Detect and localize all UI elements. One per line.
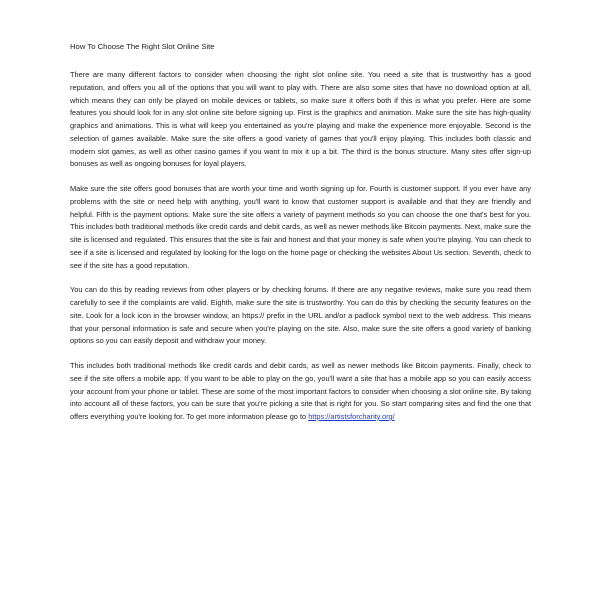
paragraph-4 <box>70 360 531 424</box>
document-title: How To Choose The Right Slot Online Site <box>70 42 215 51</box>
paragraph-3: You can do this by reading reviews from other players or by checking forums. If there are any negative reviews, make sure you read them carefully to see if the complaints are valid. Eighth, make sure the site is trustworthy. You can do this by checking the security features on the site. Look for a lock icon in the browser window, an https:// prefix in the URL and/or a padlock symbol next to the web address. This means that your personal information is safe and secure when you're playing on the site. Also, make sure the site offers a good variety of banking options so you can easily deposit and withdraw your money. <box>70 285 531 346</box>
paragraph-1: There are many different factors to consider when choosing the right slot online site. You need a site that is trustworthy has a good reputation, and offers you all of the options that you will want to play with. There are also some sites that have no download option at all, which means they can only be played on mobile devices or tablets, so make sure it offers both if this is what you prefer. Here are some features you should look for in any slot online site before signing up. First is the graphics and animation. Make sure the site has high-quality graphics and animations. This is what will keep you entertained as you're playing and make the experience more enjoyable. Second is the selection of games available. Make sure the site offers a good variety of games that you'll enjoy playing. This includes both classic and modern slot games, as well as other casino games if you want to mix it up a bit. The third is the bonus structure. Many sites offer sign-up bonuses as well as ongoing bonuses for loyal players. <box>70 70 531 169</box>
paragraph-2: Make sure the site offers good bonuses that are worth your time and worth signing up for. Fourth is customer support. If you ever have any problems with the site or need help with anything, you'll want to know that customer support is available and that they are friendly and helpful. Fifth is the payment options. Make sure the site offers a variety of payment methods so you can choose the one that's best for you. This includes both traditional methods like credit cards and debit cards, as well as newer methods like Bitcoin payments. Next, make sure the site is licensed and regulated. This ensures that the site is fair and honest and that your money is safe when you're playing. You can check to see if a site is licensed and regulated by looking for the logo on the home page or checking the websites About Us section. Seventh, check to see if the site has a good reputation. <box>70 184 531 270</box>
paragraph-4-text: This includes both traditional methods like credit cards and debit cards, as well as newer methods like Bitcoin payments. Finally, check to see if the site offers a mobile app. If you want to be able to play on the go, you'll want a site that has a mobile app so you can easily access your account from your phone or tablet. These are some of the most important factors to consider when choosing a slot online site. By taking into account all of these factors, you can be sure that you're picking a site that is right for you. So start comparing sites and find the one that offers everything you're looking for. To get more information please go to <box>70 361 531 421</box>
external-link[interactable]: https://artistsforcharity.org/ <box>308 412 395 421</box>
document-page <box>70 42 531 436</box>
